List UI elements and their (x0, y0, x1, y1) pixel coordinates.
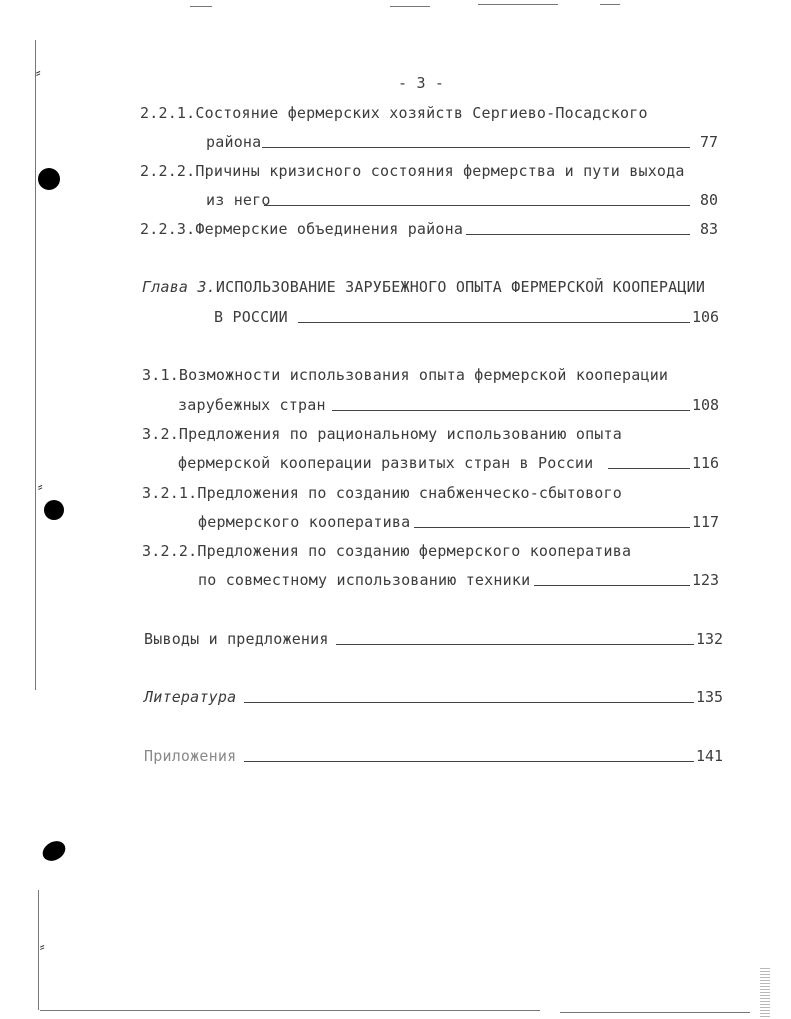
scan-noise (760, 968, 770, 1018)
scan-top-rule (390, 6, 430, 7)
toc-entry-2-2-1-cont: района (206, 133, 262, 151)
toc-leader-line (244, 702, 694, 703)
toc-leader-line (534, 585, 690, 586)
chapter-prefix: Глава 3. (142, 278, 216, 296)
scan-top-rule (478, 4, 558, 5)
chapter-title: ИСПОЛЬЗОВАНИЕ ЗАРУБЕЖНОГО ОПЫТА ФЕРМЕРСКОЙ КООПЕРАЦИИ (215, 278, 706, 296)
toc-leader-line (608, 468, 690, 469)
toc-entry-3-1-title: 3.1.Возможности использования опыта фермерской кооперации (142, 366, 669, 384)
toc-entry-2-2-3-title: 2.2.3.Фермерские объединения района (140, 220, 464, 238)
toc-entry-2-2-2-title: 2.2.2.Причины кризисного состояния фермерства и пути выхода (140, 162, 685, 180)
toc-entry-3-2-1-title: 3.2.1.Предложения по созданию снабженческо-сбытового (142, 484, 622, 502)
toc-leader-line (264, 205, 690, 206)
toc-entry-3-2-1-page: 117 (692, 513, 720, 531)
toc-chapter-3-page: 106 (692, 308, 720, 326)
toc-entry-3-2-page: 116 (692, 454, 720, 472)
staple-mark-icon: ⸗ (36, 479, 45, 495)
toc-entry-2-2-1-title: 2.2.1.Состояние фермерских хозяйств Сергиево-Посадского (140, 104, 648, 122)
toc-entry-3-2-cont: фермерской кооперации развитых стран в России (178, 454, 594, 472)
toc-conclusions-page: 132 (696, 630, 724, 648)
toc-entry-3-2-2-title: 3.2.2.Предложения по созданию фермерского кооператива (142, 542, 632, 560)
toc-entry-3-2-2-cont: по совместному использованию техники (198, 571, 531, 589)
toc-leader-line (466, 234, 690, 235)
staple-mark-icon: ⸗ (38, 939, 47, 955)
toc-leader-line (244, 761, 694, 762)
toc-chapter-3-title (142, 278, 705, 296)
toc-leader-line (414, 527, 690, 528)
toc-entry-3-1-cont: зарубежных стран (178, 396, 326, 414)
page-number: - 3 - (398, 74, 445, 92)
punch-hole-icon (38, 168, 60, 190)
toc-entry-3-2-title: 3.2.Предложения по рациональному использованию опыта (142, 425, 622, 443)
toc-leader-line (336, 644, 694, 645)
toc-entry-3-1-page: 108 (692, 396, 720, 414)
toc-leader-line (298, 322, 690, 323)
toc-entry-2-2-1-page: 77 (700, 133, 719, 151)
scan-left-margin-line (35, 40, 36, 690)
toc-leader-line (332, 410, 690, 411)
toc-conclusions-title: Выводы и предложения (144, 630, 329, 648)
scan-bottom-rule (40, 1010, 540, 1011)
toc-entry-3-2-2-page: 123 (692, 571, 720, 589)
toc-literature-title: Литература (144, 688, 237, 706)
punch-hole-icon (44, 500, 64, 520)
toc-appendices-title: Приложения (144, 747, 237, 765)
toc-chapter-3-cont: В РОССИИ (214, 308, 288, 326)
toc-entry-2-2-3-page: 83 (700, 220, 719, 238)
scan-bottom-rule (560, 1012, 750, 1013)
toc-leader-line (262, 147, 690, 148)
staple-mark-icon: ⸗ (34, 65, 43, 81)
toc-literature-page: 135 (696, 688, 724, 706)
toc-entry-2-2-2-cont: из него (206, 191, 271, 209)
scan-top-rule (190, 6, 212, 7)
toc-appendices-page: 141 (696, 747, 724, 765)
ink-blot-icon (39, 837, 69, 865)
scan-top-rule (600, 4, 620, 5)
toc-entry-3-2-1-cont: фермерского кооператива (198, 513, 411, 531)
toc-entry-2-2-2-page: 80 (700, 191, 719, 209)
